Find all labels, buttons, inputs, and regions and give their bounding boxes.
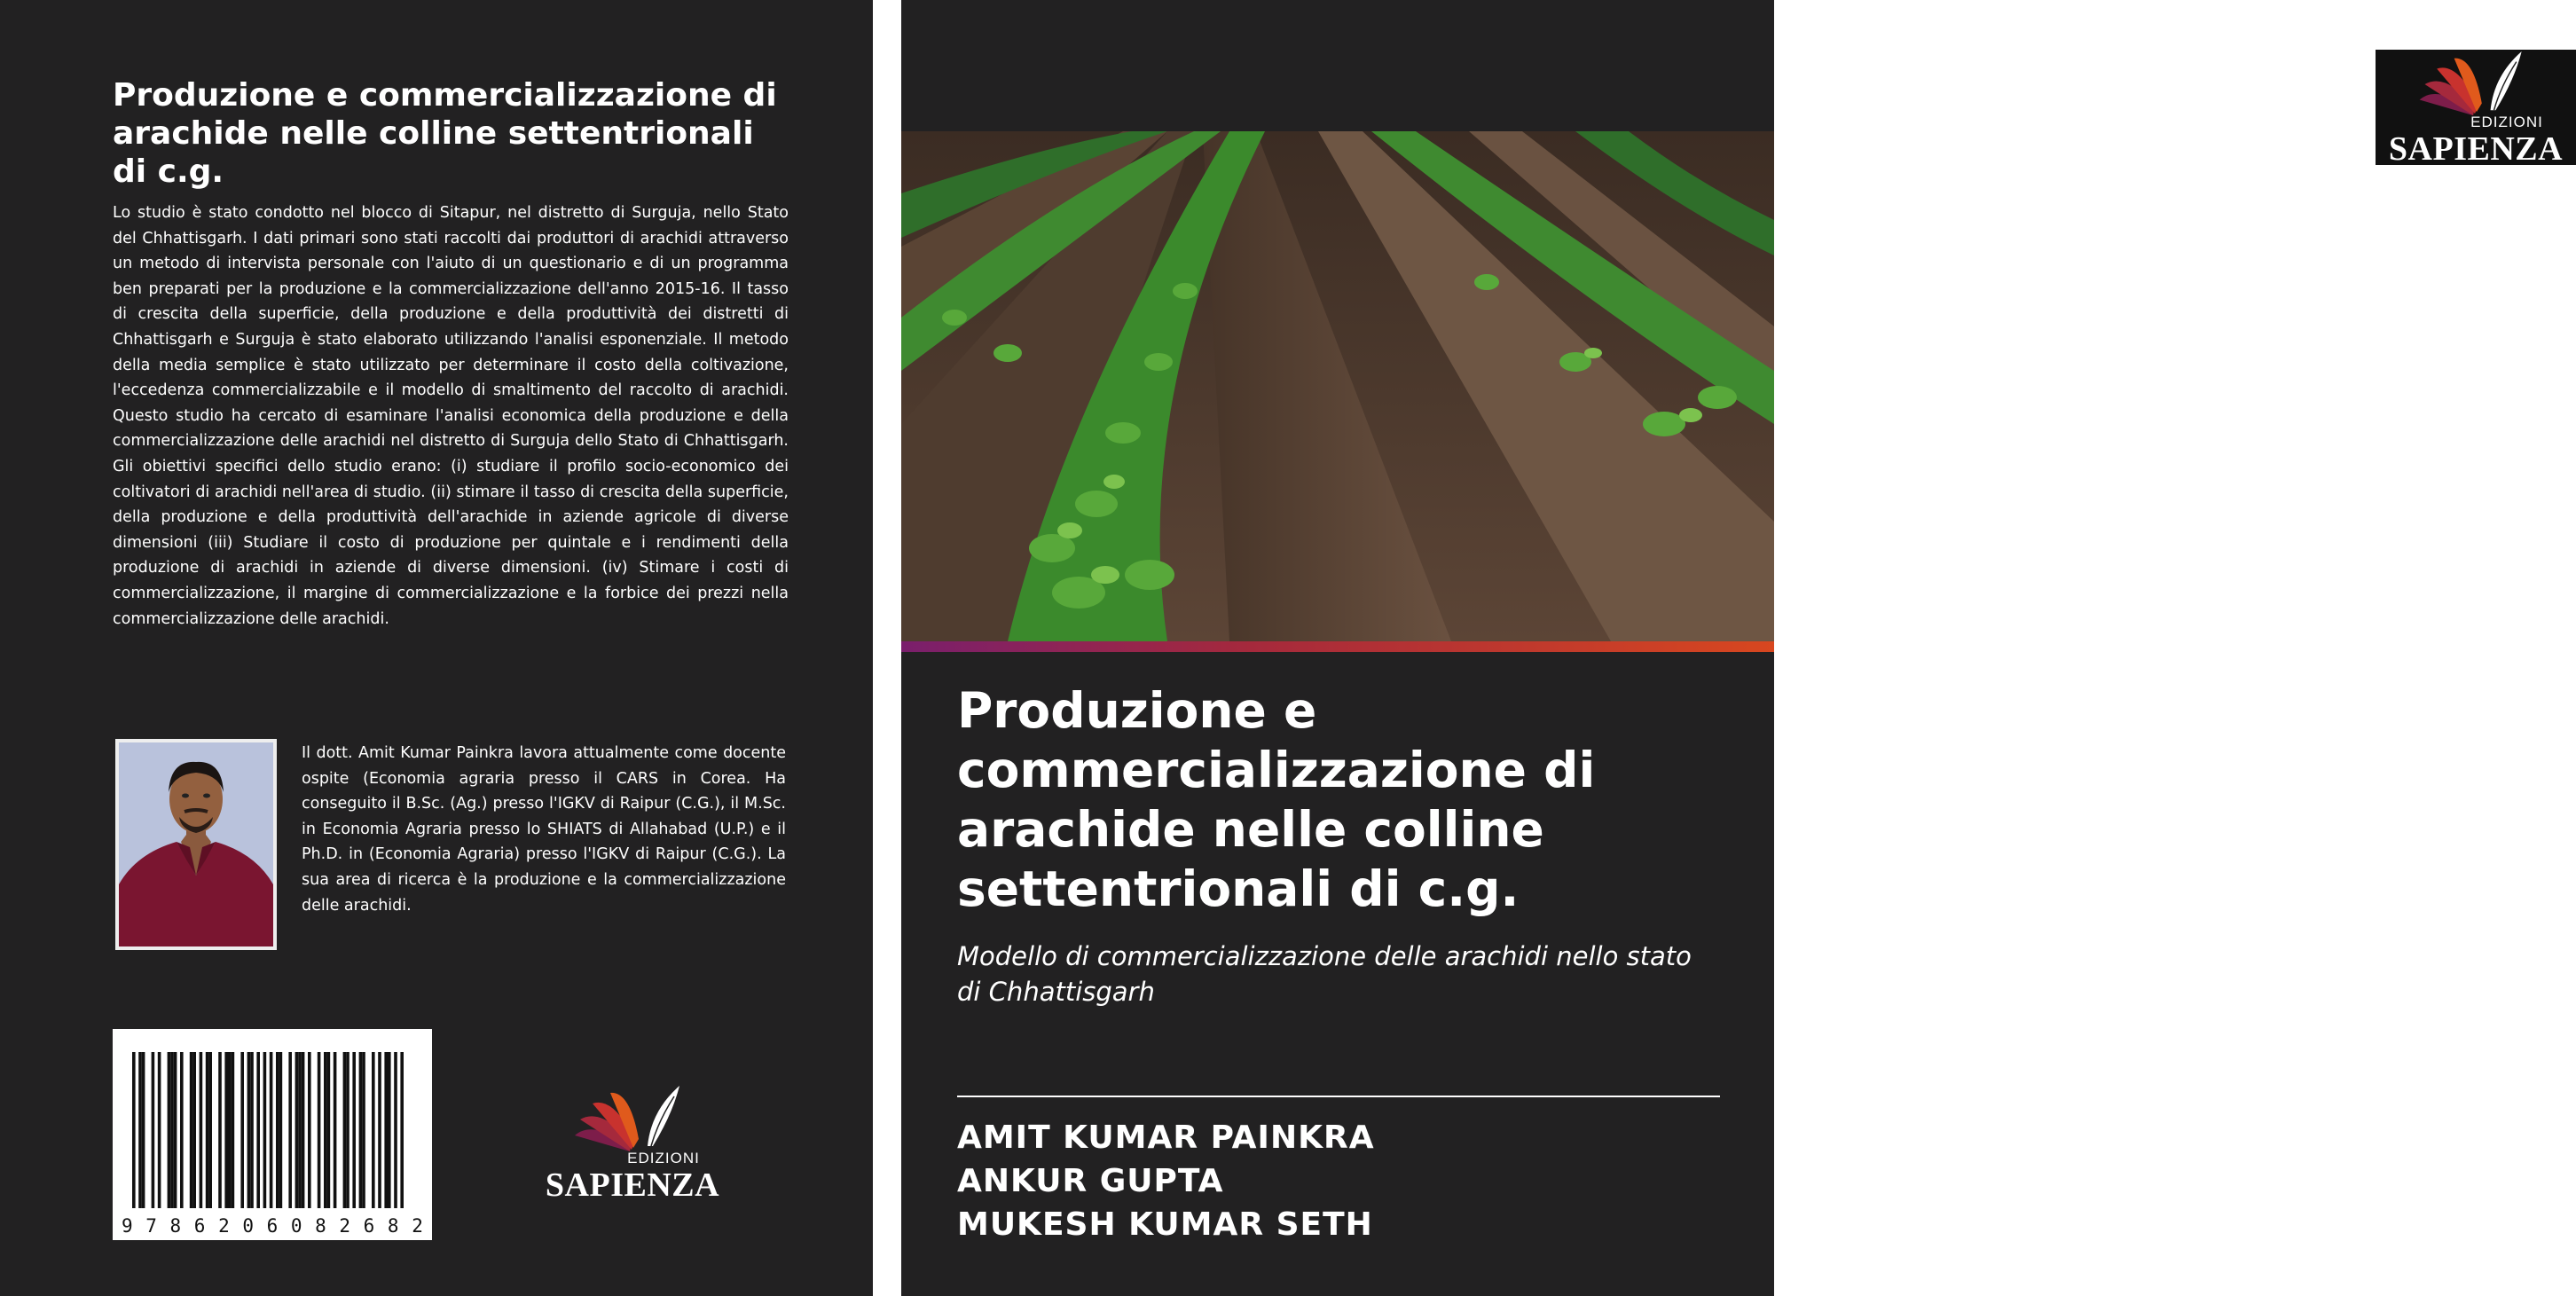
isbn-digit: 6 — [266, 1215, 279, 1237]
barcode-bar — [132, 1052, 136, 1208]
barcode-bar — [270, 1052, 273, 1208]
barcode-bar — [142, 1052, 145, 1208]
isbn-digit: 8 — [169, 1215, 182, 1237]
isbn-digit: 2 — [339, 1215, 351, 1237]
barcode-bar — [346, 1052, 349, 1208]
barcode-bar — [308, 1052, 311, 1208]
barcode-bar — [190, 1052, 193, 1208]
barcode-bar — [170, 1052, 174, 1208]
barcode-bar — [302, 1052, 305, 1208]
barcode-bar — [318, 1052, 321, 1208]
peanut-field-photo — [901, 131, 1774, 641]
barcode-bar — [152, 1052, 155, 1208]
barcode-bar — [327, 1052, 331, 1208]
barcode-bar — [362, 1052, 365, 1208]
barcode-bar — [295, 1052, 299, 1208]
barcode-bar — [263, 1052, 267, 1208]
barcode-bar — [224, 1052, 228, 1208]
isbn-digit: 0 — [290, 1215, 302, 1237]
publisher-name: SAPIENZA — [2388, 130, 2564, 168]
barcode-bar — [180, 1052, 184, 1208]
barcode-bar — [232, 1052, 235, 1208]
back-cover-blurb: Lo studio è stato condotto nel blocco di Sitapur, nel distretto di Surguja, nello Stato del Chhattisgarh. I dati primari sono stati raccolti dai produttori di arachidi attraverso un metodo di intervista personale con l'aiuto di un questionario e di un programma ben preparati per la produzione e la commercializzazione dell'anno 2015-16. Il tasso di crescita della superficie, della produzione e della produttività dei distretti di Chhattisgarh e Surguja è stato elaborato utilizzando l'analisi esponenziale. Il metodo della media semplice è stato utilizzato per determinare il costo della coltivazione, l'eccedenza commercializzabile e il modello di smaltimento del raccolto di arachidi. Questo studio ha cercato di esaminare l'analisi economica della produzione e della commercializzazione delle arachidi nel distretto di Surguja dello Stato di Chhattisgarh. Gli obiettivi specifici dello studio erano: (i) studiare il profilo socio-economico dei coltivatori di arachidi nell'area di studio. (ii) stimare il tasso di crescita della superficie, della produzione e della produttività dell'arachide in aziende agricole di diverse dimensioni (iii) Studiare il costo di produzione per quintale e i rendimenti della produzione di arachidi in aziende di diverse dimensioni. (iv) Stimare i costi di commercializzazione, il margine di commercializzazione e la forbice dei prezzi nella commercializzazione delle arachidi. — [113, 204, 789, 628]
front-cover-subtitle: Modello di commercializzazione delle arachidi nello stato di Chhattisgarh — [957, 941, 1692, 1007]
isbn-digit: 6 — [363, 1215, 375, 1237]
barcode-bar — [218, 1052, 222, 1208]
isbn-digit: 8 — [315, 1215, 326, 1237]
barcode-bar — [206, 1052, 209, 1208]
barcode-bar — [276, 1052, 279, 1208]
barcode-bar — [200, 1052, 203, 1208]
isbn-digit: 6 — [193, 1215, 206, 1237]
barcode-bar — [288, 1052, 292, 1208]
barcode-bar — [247, 1052, 251, 1208]
author-photo — [115, 739, 277, 950]
barcode-bar — [400, 1052, 404, 1208]
barcode-bar — [384, 1052, 388, 1208]
authors-divider — [957, 1096, 1720, 1097]
front-publisher-logo — [2376, 50, 2576, 168]
author-name: MUKESH KUMAR SETH — [957, 1206, 1373, 1243]
barcode-bar — [279, 1052, 283, 1208]
author-name: AMIT KUMAR PAINKRA — [957, 1119, 1375, 1156]
isbn-digit: 8 — [387, 1215, 399, 1237]
front-cover-title: Produzione e commercializzazione di arachide nelle colline settentrionali di c.g. — [957, 682, 1596, 917]
front-cover — [901, 0, 2564, 1296]
isbn-digit: 7 — [145, 1215, 157, 1237]
back-publisher-logo — [537, 1084, 728, 1204]
publisher-small-label: EDIZIONI — [627, 1150, 700, 1166]
barcode-bar — [324, 1052, 327, 1208]
barcode-bar — [394, 1052, 397, 1208]
barcode-bar — [208, 1052, 212, 1208]
isbn-digit: 2 — [218, 1215, 230, 1237]
back-cover-title: Produzione e commercializzazione di arachide nelle colline settentrionali di c.g. — [113, 77, 777, 190]
isbn-digit: 2 — [412, 1215, 423, 1237]
publisher-small-label: EDIZIONI — [2470, 114, 2543, 130]
barcode-bar — [298, 1052, 302, 1208]
barcode-bar — [388, 1052, 391, 1208]
author-bio: Il dott. Amit Kumar Painkra lavora attualmente come docente ospite (Economia agraria presso il CARS in Corea. Ha conseguito il B.Sc. (Ag.) presso l'IGKV di Raipur (C.G.), il M.Sc. in Economia Agraria presso lo SHIATS di Allahabad (U.P.) e il Ph.D. in (Economia Agraria) presso l'IGKV di Raipur (C.G.). La sua area di ricerca è la produzione e la commercializzazione delle arachidi. — [302, 744, 786, 915]
barcode-bar — [168, 1052, 171, 1208]
feather-book-icon — [566, 1084, 699, 1155]
barcode-bar — [174, 1052, 177, 1208]
barcode-bar — [378, 1052, 381, 1208]
back-cover — [0, 0, 873, 1296]
barcode-bar — [352, 1052, 356, 1208]
barcode-bar — [334, 1052, 337, 1208]
isbn-digits — [122, 1215, 423, 1237]
isbn-digit: 9 — [122, 1215, 133, 1237]
author-name: ANKUR GUPTA — [957, 1163, 1224, 1199]
barcode-bar — [256, 1052, 260, 1208]
barcode-bar — [192, 1052, 196, 1208]
barcode-bar — [240, 1052, 244, 1208]
barcode-bar — [158, 1052, 161, 1208]
isbn-digit: 0 — [242, 1215, 254, 1237]
barcode-bar — [372, 1052, 375, 1208]
publisher-name: SAPIENZA — [545, 1166, 720, 1204]
feather-book-icon — [2409, 50, 2542, 119]
barcode-bar — [138, 1052, 142, 1208]
isbn-barcode — [113, 1029, 432, 1240]
barcode-bar — [250, 1052, 254, 1208]
barcode-bar — [228, 1052, 232, 1208]
authors-list — [957, 1116, 1375, 1246]
barcode-bar — [359, 1052, 363, 1208]
accent-bar — [901, 641, 1774, 652]
barcode-bar — [343, 1052, 347, 1208]
